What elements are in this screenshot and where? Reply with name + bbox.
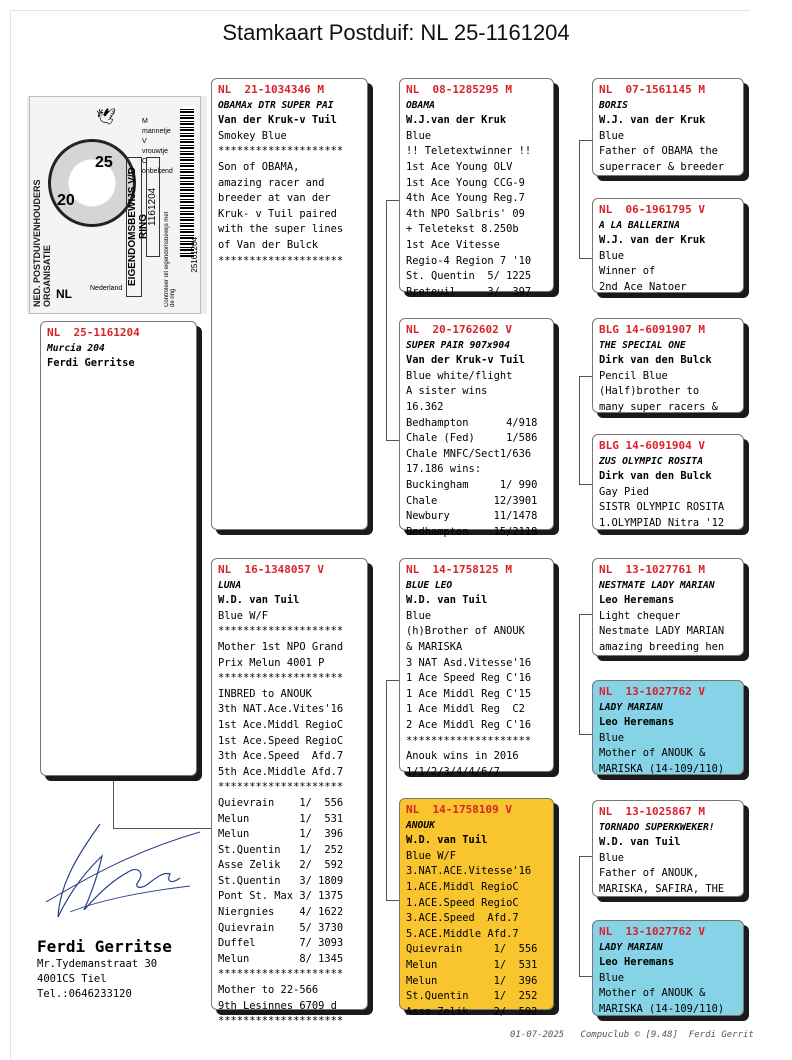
card-line: Melun 1/ 531 (218, 812, 344, 825)
card-line: Duffel 7/ 3093 (218, 937, 344, 950)
ring-number: NL 14-1758109 V (406, 803, 512, 816)
connector (386, 680, 400, 681)
breeder: Dirk van den Bulck (599, 354, 712, 367)
pigeon-name: LUNA (218, 579, 242, 591)
card-line: Newbury 11/1478 (406, 510, 538, 523)
card-line: MARISKA, SAFIRA, THE (599, 882, 725, 895)
card-line: Mother of ANOUK & (599, 747, 706, 760)
card-line: 1st Ace Vitesse (406, 238, 500, 251)
card-line: 3 NAT Asd.Vitesse'16 (406, 656, 532, 669)
connector (579, 976, 593, 977)
ring-number: NL 21-1034346 M (218, 83, 324, 96)
pigeon-name: LADY MARIAN (599, 701, 663, 713)
card-line: Bedhampton 15/2118 (406, 525, 538, 538)
ring-number: BLG 14-6091904 V (599, 439, 705, 452)
dam-card[interactable] (211, 558, 368, 1028)
card-line: Pencil Blue (599, 369, 668, 382)
card-line: St.Quentin 1/ 252 (406, 990, 538, 1003)
breeder: W.D. van Tuil (406, 594, 488, 607)
card-line: 4th NPO Salbris' 09 (406, 207, 525, 220)
card-line: St. Quentin 5/ 1225 (406, 270, 532, 283)
card-line: ******************** (218, 968, 344, 981)
card-lines (599, 369, 737, 416)
card-line: 2nd Ace Natoer (599, 280, 687, 293)
card-line: 1st Ace.Middl RegioC (218, 718, 344, 731)
card-line: ******************** (218, 672, 344, 685)
document-label: EIGENDOMSBEWIJS V/D RING (126, 157, 142, 297)
card-line: Mother of ANOUK & (599, 987, 706, 1000)
breeder: Leo Heremans (599, 716, 675, 729)
sire-dam-card[interactable] (399, 318, 554, 538)
card-line: A sister wins (406, 385, 488, 398)
ring-number: BLG 14-6091907 M (599, 323, 705, 336)
card-line: 1/1/2/3/4/4/6/7 (406, 765, 500, 778)
card-line: SISTR OLYMPIC ROSITA (599, 501, 725, 514)
pigeon-name: ANOUK (406, 819, 435, 831)
connector (579, 376, 593, 377)
card-line: 1st Ace Young OLV (406, 160, 513, 173)
card-line: Blue (406, 129, 432, 142)
card-line: 1.ACE.Speed RegioC (406, 896, 519, 909)
card-line: breeder at van der (218, 192, 331, 205)
breeder: W.J. van der Kruk (599, 114, 706, 127)
card-line: Breteuil 3/ 397 (406, 285, 532, 298)
card-line: Smokey Blue (218, 129, 287, 142)
ring-number: 1161204 (146, 157, 160, 257)
card-line: Chale MNFC/Sect1/636 (406, 447, 532, 460)
ring-number: NL 14-1758125 M (406, 563, 512, 576)
page-title: Stamkaart Postduif: NL 25-1161204 (222, 20, 570, 45)
connector (579, 140, 593, 141)
card-lines (599, 249, 737, 296)
card-line: 5th Ace.Middle Afd.7 (218, 765, 344, 778)
card-line: ******************** (218, 1015, 344, 1028)
pigeon-name: TORNADO SUPERKWEKER! (599, 821, 715, 833)
card-line: 1 Ace Middl Reg C'15 (406, 687, 532, 700)
ds-sire-card[interactable] (592, 558, 744, 656)
card-line: amazing racer and (218, 176, 325, 189)
connector (579, 484, 593, 485)
card-line: Blue (599, 129, 625, 142)
subject-card[interactable] (40, 321, 197, 776)
card-line: Prix Melun 4001 P (218, 656, 325, 669)
card-line: ******************** (218, 254, 344, 267)
card-lines (599, 485, 737, 532)
controle-note: Controleer dit eigendomsbewijs met de ring (164, 211, 176, 307)
card-line: Buckingham 1/ 990 (406, 478, 538, 491)
card-line: 3.NAT.ACE.Vitesse'16 (406, 865, 532, 878)
pigeon-name: LADY MARIAN (599, 941, 663, 953)
owner-block (37, 937, 172, 1002)
card-line: 17.186 wins: (406, 463, 482, 476)
card-line: 3th NAT.Ace.Vites'16 (218, 703, 344, 716)
breeder: Van der Kruk-v Tuil (218, 114, 337, 127)
breeder: Leo Heremans (599, 594, 675, 607)
country-label: Nederland (90, 285, 123, 292)
ring-certificate-photo (27, 96, 207, 314)
country-code: NL (56, 287, 72, 301)
card-line: with the super lines (218, 223, 344, 236)
card-line: 5.ACE.Middle Afd.7 (406, 927, 519, 940)
owner-address: Mr.Tydemanstraat 30 (37, 958, 158, 970)
breeder: W.D. van Tuil (599, 836, 681, 849)
connector (579, 734, 593, 735)
card-line: superracer & breeder (599, 160, 725, 173)
card-lines (406, 369, 547, 541)
card-line: MARISKA (14-109/110) (599, 762, 725, 775)
card-line: Blue (599, 971, 625, 984)
connector (579, 614, 593, 615)
card-line: 1st Ace.Speed RegioC (218, 734, 344, 747)
card-line: Father of ANOUK, (599, 867, 700, 880)
card-line: Quievrain 1/ 556 (218, 796, 344, 809)
ring-year-prefix: 20 (57, 192, 75, 209)
connector (386, 200, 400, 201)
footer: 01-07-2025 Compuclub © [9.48] Ferdi Gerrit (510, 1030, 754, 1040)
card-line: 1 Ace Speed Reg C'16 (406, 672, 532, 685)
ring-number: NL 13-1027762 V (599, 685, 705, 698)
card-lines (218, 609, 361, 1030)
card-line: Blue white/flight (406, 369, 513, 382)
card-line: 3.ACE.Speed Afd.7 (406, 912, 519, 925)
breeder: Van der Kruk-v Tuil (406, 354, 525, 367)
dd-sire-card[interactable] (592, 800, 744, 897)
card-line: & MARISKA (406, 640, 463, 653)
card-line: (Half)brother to (599, 385, 700, 398)
card-line: Chale (Fed) 1/586 (406, 432, 538, 445)
breeder: Leo Heremans (599, 956, 675, 969)
ring-number: NL 13-1025867 M (599, 805, 705, 818)
connector (579, 856, 593, 857)
card-line: Quievrain 5/ 3730 (218, 921, 344, 934)
card-line: ******************** (406, 734, 532, 747)
card-line: Anouk wins in 2016 (406, 750, 519, 763)
card-line: Kruk- v Tuil paired (218, 207, 337, 220)
card-line: ******************** (218, 145, 344, 158)
card-line: ******************** (218, 625, 344, 638)
owner-phone: Tel.:0646233120 (37, 988, 132, 1000)
card-lines (406, 609, 547, 781)
barcode-number: 25161204 (190, 237, 199, 273)
pigeon-name: OBAMAx DTR SUPER PAI (218, 99, 334, 111)
card-line: many super racers & (599, 400, 718, 413)
card-line: 1st Ace Young CCG-9 (406, 176, 525, 189)
pigeon-name: OBAMA (406, 99, 435, 111)
pigeon-name: Murcia 204 (47, 342, 105, 354)
card-line: ******************** (218, 781, 344, 794)
card-line: Regio-4 Region 7 '10 (406, 254, 532, 267)
connector (386, 680, 387, 900)
organisation-label: NED. POSTDUIVENHOUDERS ORGANISATIE (32, 179, 52, 307)
dd-dam-card[interactable] (592, 920, 744, 1016)
card-line: Mother 1st NPO Grand (218, 640, 344, 653)
pigeon-name: BLUE LEO (406, 579, 453, 591)
card-line: amazing breeding hen (599, 640, 725, 653)
ring-number: NL 13-1027761 M (599, 563, 705, 576)
card-line: Melun 1/ 396 (218, 828, 344, 841)
card-line: Blue (599, 731, 625, 744)
sire-sire-card[interactable] (399, 78, 554, 298)
card-line: Bedhampton 4/918 (406, 416, 538, 429)
breeder: W.J. van der Kruk (599, 234, 706, 247)
pigeon-name: SUPER PAIR 907x904 (406, 339, 510, 351)
card-line: Blue (599, 249, 625, 262)
card-line: 1.ACE.Middl RegioC (406, 880, 519, 893)
card-line: St.Quentin 1/ 252 (218, 843, 344, 856)
owner-city: 4001CS Tiel (37, 973, 107, 985)
card-line: Gay Pied (599, 485, 650, 498)
card-lines (599, 609, 737, 656)
card-line: 9th Lesinnes 6709 d (218, 999, 337, 1012)
card-line: Melun 1/ 531 (406, 958, 538, 971)
card-line: !! Teletextwinner !! (406, 145, 532, 158)
connector (579, 258, 593, 259)
ring-number: NL 13-1027762 V (599, 925, 705, 938)
card-line: 1.OLYMPIAD Nitra '12 (599, 516, 725, 529)
connector (579, 614, 580, 734)
dam-dam-card[interactable] (399, 798, 554, 1018)
pigeon-name: THE SPECIAL ONE (599, 339, 686, 351)
card-line: Nestmate LADY MARIAN (599, 625, 725, 638)
card-line: Blue W/F (218, 609, 269, 622)
card-line: Melun 8/ 1345 (218, 952, 344, 965)
pigeon-name: A LA BALLERINA (599, 219, 680, 231)
ring-disc (48, 139, 136, 227)
owner-name: Ferdi Gerritse (37, 937, 172, 956)
card-line: Quievrain 1/ 556 (406, 943, 538, 956)
pigeon-name: NESTMATE LADY MARIAN (599, 579, 715, 591)
card-lines (599, 971, 737, 1018)
sire-card[interactable] (211, 78, 368, 530)
ring-year: 25 (95, 154, 113, 171)
card-line: Chale 12/3901 (406, 494, 538, 507)
card-lines (599, 731, 737, 778)
dam-sire-card[interactable] (399, 558, 554, 778)
card-line: 4th Ace Young Reg.7 (406, 192, 525, 205)
card-line: MARISKA (14-109/110) (599, 1002, 725, 1015)
card-line: (h)Brother of ANOUK (406, 625, 525, 638)
card-lines (599, 851, 737, 898)
card-lines (406, 129, 547, 301)
card-line: Pont St. Max 3/ 1375 (218, 890, 344, 903)
ds-dam-card[interactable] (592, 680, 744, 775)
connector (579, 376, 580, 484)
barcode-icon (180, 107, 194, 257)
ss-sire-card[interactable] (592, 78, 744, 176)
card-line: Light chequer (599, 609, 681, 622)
card-line: Niergnies 4/ 1622 (218, 906, 344, 919)
card-lines (218, 129, 361, 269)
card-lines (599, 129, 737, 176)
card-line: Blue (406, 609, 432, 622)
card-line: Asse Zelik 2/ 592 (218, 859, 344, 872)
ring-number: NL 20-1762602 V (406, 323, 512, 336)
breeder: W.D. van Tuil (406, 834, 488, 847)
card-line: Melun 1/ 396 (406, 974, 538, 987)
connector (579, 856, 580, 976)
card-line: Blue (599, 851, 625, 864)
sd-dam-card[interactable] (592, 434, 744, 530)
card-line: Son of OBAMA, (218, 160, 300, 173)
card-lines (406, 849, 547, 1021)
sd-sire-card[interactable] (592, 318, 744, 413)
card-line: St.Quentin 3/ 1809 (218, 874, 344, 887)
card-line: 2 Ace Middl Reg C'16 (406, 718, 532, 731)
ss-dam-card[interactable] (592, 198, 744, 293)
card-line: Father of OBAMA the (599, 145, 718, 158)
pigeon-name: BORIS (599, 99, 628, 111)
ring-number: NL 07-1561145 M (599, 83, 705, 96)
breeder: Dirk van den Bulck (599, 470, 712, 483)
connector (386, 200, 387, 440)
breeder: W.D. van Tuil (218, 594, 300, 607)
pigeon-name: ZUS OLYMPIC ROSITA (599, 455, 703, 467)
breeder: Ferdi Gerritse (47, 357, 135, 370)
card-line: Asse Zelik 2/ 592 (406, 1005, 538, 1018)
ring-number: NL 16-1348057 V (218, 563, 324, 576)
breeder: W.J.van der Kruk (406, 114, 507, 127)
card-line: of Van der Bulck (218, 238, 319, 251)
card-line: 1 Ace Middl Reg C2 (406, 703, 525, 716)
ring-certificate (29, 96, 201, 314)
ring-number: NL 25-1161204 (47, 326, 140, 339)
connector (579, 140, 580, 258)
card-line: Mother to 22-566 (218, 984, 319, 997)
card-line: 16.362 (406, 400, 444, 413)
signature-icon (40, 812, 210, 927)
ring-number: NL 08-1285295 M (406, 83, 512, 96)
connector (386, 900, 400, 901)
card-line: Blue W/F (406, 849, 457, 862)
card-line: INBRED to ANOUK (218, 687, 312, 700)
pigeon-logo-icon: 🕊 (96, 107, 117, 126)
card-line: + Teletekst 8.250b (406, 223, 519, 236)
sex-codes: M mannetje V vrouwtje O onbekend (142, 118, 173, 175)
card-line: Winner of (599, 265, 656, 278)
ring-number: NL 06-1961795 V (599, 203, 705, 216)
card-line: 3th Ace.Speed Afd.7 (218, 750, 344, 763)
connector (386, 440, 400, 441)
